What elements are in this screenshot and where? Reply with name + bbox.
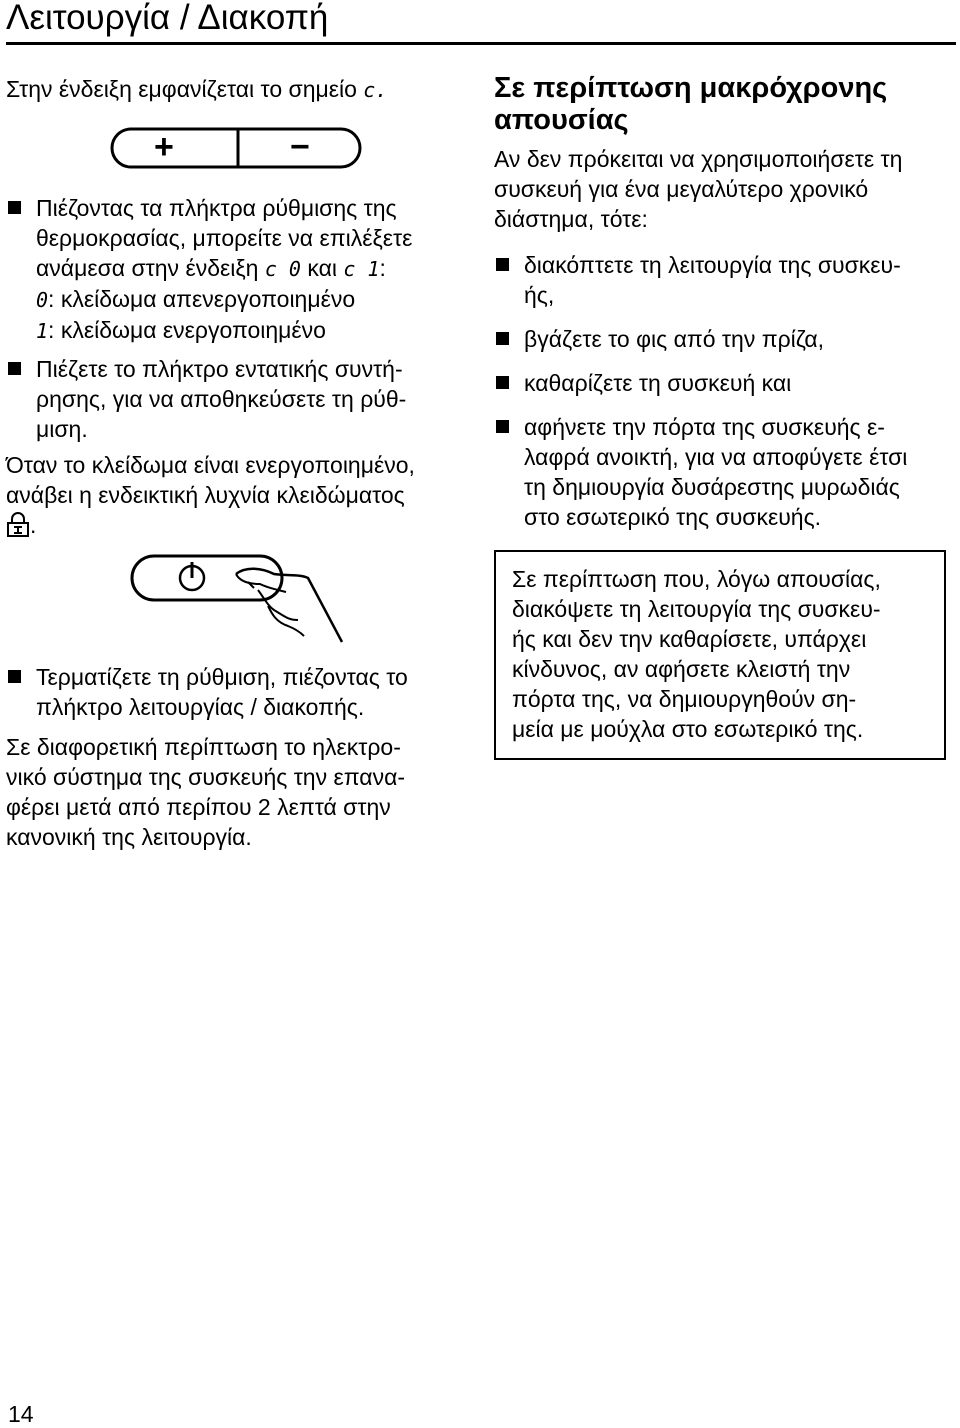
list-item bbox=[494, 324, 954, 354]
text-line: λαφρά ανοικτή, για να αποφύγετε έτσι bbox=[524, 444, 908, 470]
control-panel-outline bbox=[110, 127, 362, 169]
text-line: στο εσωτερικό της συσκευής. bbox=[524, 504, 822, 530]
intro-text: Στην ένδειξη εμφανίζεται το σημείο bbox=[6, 76, 364, 102]
text-line: διάστημα, τότε: bbox=[494, 206, 648, 232]
text-line: αφήνετε την πόρτα της συσκευής ε- bbox=[524, 414, 885, 440]
section-heading bbox=[494, 72, 954, 136]
text-line: θερμοκρασίας, μπορείτε να επιλέξετε bbox=[36, 225, 413, 251]
intro-paragraph bbox=[6, 74, 476, 105]
title-divider bbox=[6, 42, 956, 45]
display-symbol-0: 0 bbox=[36, 288, 49, 312]
bullet-square-icon bbox=[8, 201, 21, 214]
text-segment: . bbox=[30, 512, 37, 538]
text-line: Αν δεν πρόκειται να χρησιμοποιήσετε τη bbox=[494, 146, 903, 172]
text-segment: ανάμεσα στην ένδειξη bbox=[36, 255, 265, 281]
text-segment: : κλείδωμα απενεργοποιημένο bbox=[48, 286, 356, 312]
temperature-control-panel bbox=[110, 127, 362, 169]
text-segment: : bbox=[379, 255, 386, 281]
text-line: Σε περίπτωση που, λόγω απουσίας, bbox=[512, 566, 881, 592]
text-line: νικό σύστημα της συσκευής την επανα- bbox=[6, 764, 406, 790]
text-line: μιση. bbox=[36, 416, 88, 442]
text-line: διακόπτετε τη λειτουργία της συσκευ- bbox=[524, 252, 901, 278]
bullet-square-icon bbox=[496, 376, 509, 389]
text-line bbox=[6, 510, 476, 540]
text-line: διακόψετε τη λειτουργία της συσκευ- bbox=[512, 596, 881, 622]
text-line: ής, bbox=[524, 282, 555, 308]
text-line: κανονική της λειτουργία. bbox=[6, 824, 252, 850]
heading-line: Σε περίπτωση μακρόχρονης bbox=[494, 72, 888, 104]
text-line: Πιέζετε το πλήκτρο εντατικής συντή- bbox=[36, 356, 403, 382]
lock-paragraph bbox=[6, 450, 476, 540]
absence-intro bbox=[494, 144, 954, 234]
outro-paragraph bbox=[6, 732, 476, 852]
list-item bbox=[6, 354, 476, 444]
display-symbol-c0: c 0 bbox=[264, 257, 301, 281]
text-line: Όταν το κλείδωμα είναι ενεργοποιημένο, bbox=[6, 452, 415, 478]
text-segment: και bbox=[300, 255, 344, 281]
page-number: 14 bbox=[8, 1401, 34, 1427]
list-item bbox=[494, 368, 954, 398]
text-line: κίνδυνος, αν αφήσετε κλειστή την bbox=[512, 656, 851, 682]
text-line: βγάζετε το φις από την πρίζα, bbox=[524, 326, 825, 352]
display-symbol-c1: c 1 bbox=[343, 257, 380, 281]
list-item bbox=[494, 412, 954, 532]
display-symbol-c-dot: c. bbox=[363, 78, 388, 102]
text-line: Πιέζοντας τα πλήκτρα ρύθμισης της bbox=[36, 195, 397, 221]
text-line: ανάβει η ενδεικτική λυχνία κλειδώματος bbox=[6, 482, 405, 508]
bullet-square-icon bbox=[496, 420, 509, 433]
right-column bbox=[494, 72, 954, 742]
lock-indicator-icon bbox=[6, 512, 30, 538]
bullet-square-icon bbox=[8, 670, 21, 683]
text-line bbox=[36, 253, 476, 284]
bullet-square-icon bbox=[496, 258, 509, 271]
list-item bbox=[6, 662, 476, 722]
warning-box bbox=[494, 550, 946, 760]
text-line: τη δημιουργία δυσάρεστης μυρωδιάς bbox=[524, 474, 900, 500]
text-line: ρησης, για να αποθηκεύσετε τη ρύθ- bbox=[36, 386, 407, 412]
text-line: ής και δεν την καθαρίσετε, υπάρχει bbox=[512, 626, 867, 652]
text-segment: : κλείδωμα ενεργοποιημένο bbox=[48, 317, 326, 343]
text-line: μεία με μούχλα στο εσωτερικό της. bbox=[512, 716, 864, 742]
text-line: πόρτα της, να δημιουργηθούν ση- bbox=[512, 686, 857, 712]
plus-button[interactable]: + bbox=[154, 128, 174, 166]
bullet-square-icon bbox=[8, 362, 21, 375]
list-item bbox=[494, 250, 954, 310]
text-line: συσκευή για ένα μεγαλύτερο χρονικό bbox=[494, 176, 869, 202]
text-line: πλήκτρο λειτουργίας / διακοπής. bbox=[36, 694, 365, 720]
text-line: Τερματίζετε τη ρύθμιση, πιέζοντας το bbox=[36, 664, 408, 690]
display-symbol-1: 1 bbox=[36, 319, 49, 343]
list-item bbox=[6, 193, 476, 346]
text-line: Σε διαφορετική περίπτωση το ηλεκτρο- bbox=[6, 734, 401, 760]
minus-button[interactable]: − bbox=[290, 128, 310, 166]
power-button-illustration bbox=[128, 554, 358, 650]
page-title: Λειτουργία / Διακοπή bbox=[6, 0, 329, 37]
heading-line: απουσίας bbox=[494, 104, 629, 136]
bullet-square-icon bbox=[496, 332, 509, 345]
left-column bbox=[6, 70, 476, 852]
text-line bbox=[36, 315, 476, 346]
text-line: καθαρίζετε τη συσκευή και bbox=[524, 370, 792, 396]
text-line: φέρει μετά από περίπου 2 λεπτά στην bbox=[6, 794, 391, 820]
text-line bbox=[36, 284, 476, 315]
